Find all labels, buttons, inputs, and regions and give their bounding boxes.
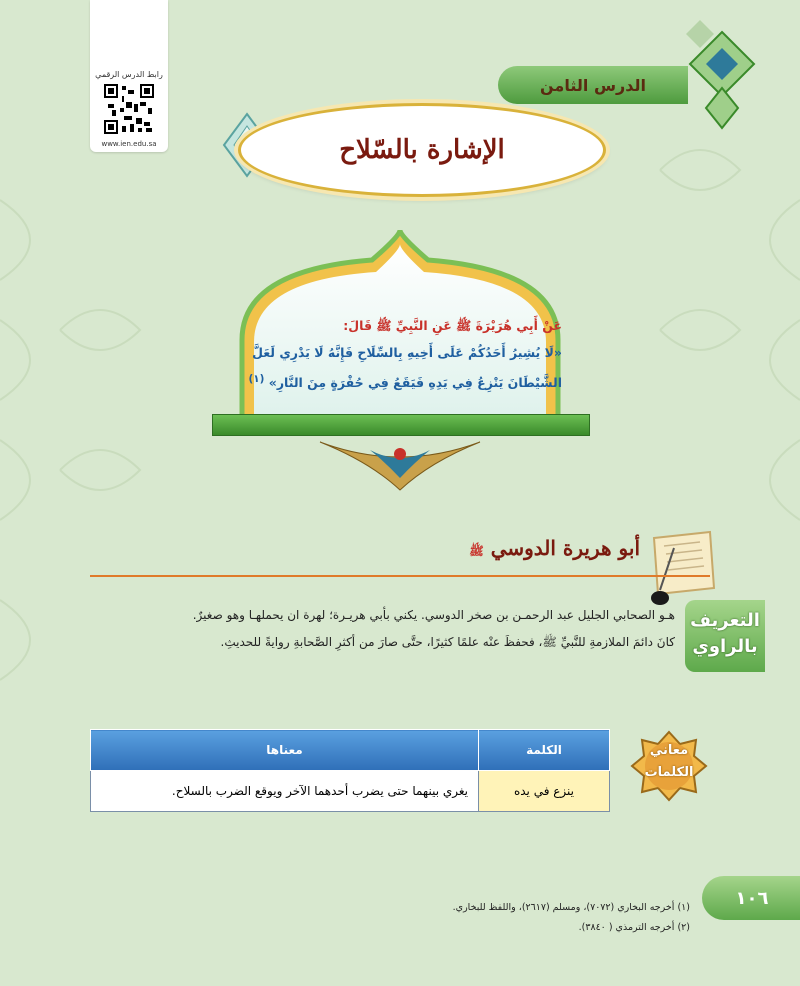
vocabulary-table xyxy=(90,729,610,812)
hadith-footnote-marker: (١) xyxy=(248,373,265,385)
side-label-line2: بالراوي xyxy=(692,636,758,657)
header-meaning: معناها xyxy=(91,730,479,771)
honorific-mark: ﷺ xyxy=(469,544,484,558)
qr-code-image xyxy=(104,84,154,134)
hadith-block xyxy=(238,312,562,396)
footnote-1: (١) أخرجه البخاري (٧٠٧٢)، ومسلم (٢٦١٧)، واللفظ للبخاري. xyxy=(452,902,690,913)
hadith-narrator-line: عَنْ أَبِي هُرَيْرَةَ ﷺ عَنِ النَّبِيِّ ﷺ قَالَ: xyxy=(343,318,562,333)
header-word: الكلمة xyxy=(479,730,610,771)
vocab-word: ينزع في يده xyxy=(479,771,610,812)
narrator-side-label xyxy=(685,600,765,672)
qr-label: رابط الدرس الرقمي xyxy=(95,70,163,79)
meanings-badge-label xyxy=(630,740,708,784)
qr-code-card[interactable] xyxy=(90,0,168,152)
meanings-line1: معاني xyxy=(649,743,689,758)
footnote-2: (٢) أخرجه الترمذي ( ٣٨٤٠). xyxy=(578,922,690,933)
hadith-bottom-ornament xyxy=(310,432,490,492)
vocab-meaning: يغري بينهما حتى يضرب أحدهما الآخر ويوقع الضرب بالسلاح. xyxy=(91,771,479,812)
hadith-body: «لَا يُشِيرُ أَحَدُكُمْ عَلَى أَخِيهِ بِالسِّلَاحِ فَإِنَّهُ لَا يَدْرِي لَعَلَّ الشَّيْطَانَ يَنْزِعُ فِي يَدِهِ فَيَقَعُ فِي حُفْرَةٍ مِنَ النَّارِ» xyxy=(252,345,562,391)
page-number: ١٠٦ xyxy=(702,876,800,920)
lesson-number-banner: الدرس الثامن xyxy=(498,66,688,104)
bio-line-1: هـو الصحابي الجليل عبد الرحمـن بن صخر الدوسي. يكني بأبي هريـرة؛ لهرة ان يحملهـا وهو صغيرٌ. xyxy=(192,608,675,622)
table-row xyxy=(91,771,610,812)
narrator-bio xyxy=(110,602,675,656)
narrator-name: أبو هريرة الدوسي xyxy=(490,536,640,560)
corner-ornament xyxy=(686,28,758,132)
bio-line-2: كانَ دائمَ الملازمةِ للنَّبيِّ ﷺ، فحفظَ عنْه علمًا كثيرًا، حتَّى صارَ من أكثرِ الصَّحابةِ روايةً للحديثِ. xyxy=(220,635,675,649)
qr-url[interactable]: www.ien.edu.sa xyxy=(101,140,157,148)
narrator-scroll-icon xyxy=(640,528,718,608)
side-label-line1: التعريف xyxy=(690,610,760,631)
footnotes xyxy=(300,898,690,938)
meanings-line2: الكلمات xyxy=(644,765,694,780)
lesson-title: الإشارة بالسّلاح xyxy=(238,103,606,197)
narrator-title xyxy=(350,536,640,561)
narrator-divider xyxy=(90,575,710,577)
